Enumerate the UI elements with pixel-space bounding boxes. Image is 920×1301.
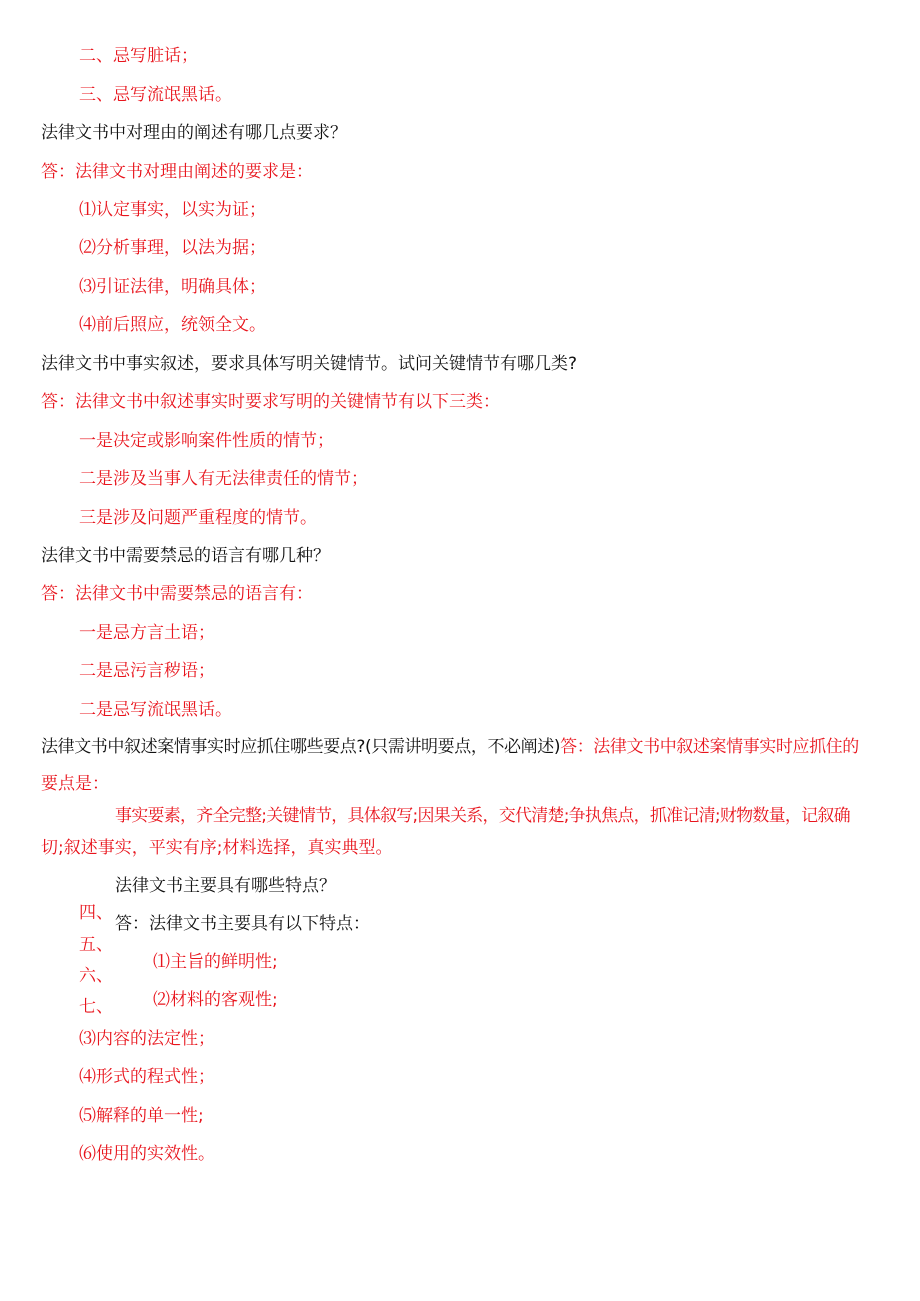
answer-line: 一是忌方言土语；	[79, 623, 215, 643]
answer-line: ⑶内容的法定性；	[79, 1029, 215, 1049]
answer-paragraph-line: 切;叙述事实，平实有序;材料选择，真实典型。	[41, 838, 393, 858]
question-heading: 法律文书中需要禁忌的语言有哪几种？	[41, 546, 330, 566]
list-marker: 五、	[79, 935, 113, 955]
answer-line: ⑵分析事理，以法为据；	[79, 238, 266, 258]
answer-intro: 答：法律文书中叙述案情事实时应抓住的	[560, 737, 859, 757]
answer-line: ⑴认定事实，以实为证；	[79, 200, 266, 220]
answer-intro: 要点是：	[41, 774, 109, 794]
answer-line: ⑷形式的程式性；	[79, 1067, 215, 1087]
list-marker: 六、	[79, 966, 113, 986]
answer-line: 二是涉及当事人有无法律责任的情节；	[79, 469, 368, 489]
question-heading: 法律文书主要具有哪些特点？	[115, 876, 336, 896]
list-marker: 七、	[79, 997, 113, 1017]
question-heading: 法律文书中对理由的阐述有哪几点要求？	[41, 123, 347, 143]
answer-line: 三、忌写流氓黑话。	[79, 85, 232, 105]
answer-line: ⑷前后照应，统领全文。	[79, 315, 266, 335]
answer-line: 一是决定或影响案件性质的情节；	[79, 431, 334, 451]
answer-line: ⑴主旨的鲜明性;	[153, 952, 278, 972]
question-with-answer	[41, 735, 859, 759]
answer-line: 二、忌写脏话；	[79, 46, 198, 66]
answer-line: ⑵材料的客观性;	[153, 990, 278, 1010]
answer-intro: 答：法律文书对理由阐述的要求是：	[41, 162, 313, 182]
question-heading: 法律文书中事实叙述，要求具体写明关键情节。试问关键情节有哪几类?	[41, 354, 578, 374]
answer-line: ⑸解释的单一性;	[79, 1106, 204, 1126]
answer-line: 二是忌污言秽语；	[79, 661, 215, 681]
answer-line: 三是涉及问题严重程度的情节。	[79, 508, 317, 528]
answer-intro: 答：法律文书中叙述事实时要求写明的关键情节有以下三类：	[41, 392, 500, 412]
answer-line: ⑹使用的实效性。	[79, 1144, 215, 1164]
answer-intro: 答：法律文书中需要禁忌的语言有：	[41, 584, 313, 604]
answer-line: ⑶引证法律，明确具体；	[79, 277, 266, 297]
list-marker: 四、	[79, 903, 113, 923]
answer-paragraph-line: 事实要素，齐全完整;关键情节，具体叙写;因果关系，交代清楚;争执焦点，抓准记清;财物数量，记叙确	[115, 806, 850, 826]
answer-line: 二是忌写流氓黑话。	[79, 700, 232, 720]
answer-intro: 答：法律文书主要具有以下特点：	[115, 914, 370, 934]
question-heading: 法律文书中叙述案情事实时应抓住哪些要点?(只需讲明要点，不必阐述)	[41, 737, 561, 757]
